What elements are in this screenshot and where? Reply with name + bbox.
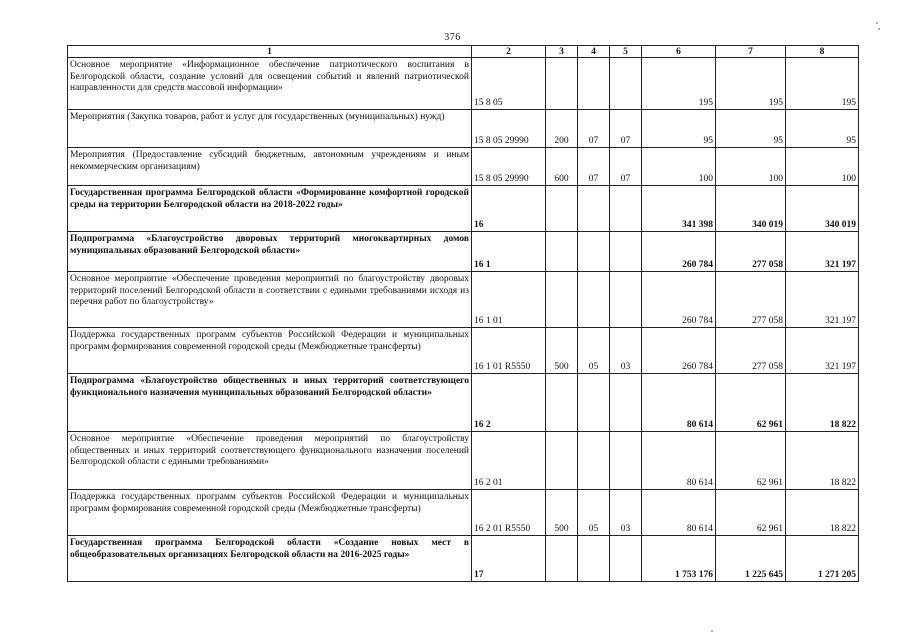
row-value-2018-cell: 195: [642, 58, 716, 110]
header-cell: 2: [472, 46, 546, 58]
row-value-2018-cell: 260 784: [642, 232, 716, 272]
row-col5-cell: 07: [610, 148, 642, 186]
scan-speck: [876, 22, 878, 24]
row-value-2018-cell: 80 614: [642, 374, 716, 432]
header-row: [68, 46, 859, 58]
header-cell: 8: [786, 46, 859, 58]
row-name-cell: Основное мероприятие «Информационное обеспечение патриотического воспитания в Белгородской области, создание условий для освещения событий и явлений патриотической направленности для средств массовой информации»: [68, 58, 472, 110]
row-code-cell: 16 2: [472, 374, 546, 432]
row-code-cell: 16 2 01: [472, 432, 546, 490]
table-row: [68, 490, 859, 536]
row-value-2019-cell: 195: [716, 58, 786, 110]
row-col3-cell: [546, 232, 578, 272]
row-col3-cell: 500: [546, 490, 578, 536]
row-value-2020-cell: 18 822: [786, 432, 859, 490]
row-value-2018-cell: 260 784: [642, 328, 716, 374]
row-name-cell: Основное мероприятие «Обеспечение проведения мероприятий по благоустройству дворовых территорий поселений Белгородской области в соответствии с едиными требованиями исходя из перечня работ по благоустройству»: [68, 272, 472, 328]
row-col4-cell: [578, 374, 610, 432]
row-col5-cell: 07: [610, 110, 642, 148]
scan-speck: [878, 28, 880, 30]
row-col4-cell: 05: [578, 328, 610, 374]
row-code-cell: 16 2 01 R5550: [472, 490, 546, 536]
table-row: [68, 110, 859, 148]
page-number: 376: [444, 32, 461, 43]
row-code-cell: 16 1 01 R5550: [472, 328, 546, 374]
row-value-2020-cell: 195: [786, 58, 859, 110]
table-row: [68, 186, 859, 232]
row-value-2018-cell: 95: [642, 110, 716, 148]
table-row: [68, 536, 859, 582]
row-code-cell: 16 1 01: [472, 272, 546, 328]
row-value-2019-cell: 277 058: [716, 328, 786, 374]
table-row: [68, 328, 859, 374]
header-cell: 3: [546, 46, 578, 58]
row-col3-cell: 200: [546, 110, 578, 148]
row-name-cell: Поддержка государственных программ субъектов Российской Федерации и муниципальных программ формирования современной городской среды (Межбюджетные трансферты): [68, 328, 472, 374]
row-code-cell: 16 1: [472, 232, 546, 272]
row-col4-cell: 07: [578, 148, 610, 186]
table-row: [68, 272, 859, 328]
row-code-cell: 16: [472, 186, 546, 232]
row-col4-cell: [578, 58, 610, 110]
table-body: [68, 46, 859, 582]
header-cell: 6: [642, 46, 716, 58]
row-col5-cell: [610, 58, 642, 110]
row-value-2020-cell: 321 197: [786, 328, 859, 374]
row-col4-cell: [578, 432, 610, 490]
row-name-cell: Подпрограмма «Благоустройство общественных и иных территорий соответствующего функционального назначения муниципальных образований Белгородской области»: [68, 374, 472, 432]
row-value-2020-cell: 95: [786, 110, 859, 148]
table-row: [68, 148, 859, 186]
row-col5-cell: 03: [610, 328, 642, 374]
budget-table: [67, 45, 859, 582]
row-value-2018-cell: 341 398: [642, 186, 716, 232]
header-cell: 5: [610, 46, 642, 58]
row-value-2019-cell: 62 961: [716, 490, 786, 536]
row-col5-cell: 03: [610, 490, 642, 536]
header-cell: 4: [578, 46, 610, 58]
row-name-cell: Подпрограмма «Благоустройство дворовых территорий многоквартирных домов муниципальных образований Белгородской области»: [68, 232, 472, 272]
row-col3-cell: 500: [546, 328, 578, 374]
row-col5-cell: [610, 374, 642, 432]
row-col5-cell: [610, 536, 642, 582]
row-code-cell: 17: [472, 536, 546, 582]
table-row: [68, 374, 859, 432]
row-name-cell: Мероприятия (Закупка товаров, работ и услуг для государственных (муниципальных) нужд): [68, 110, 472, 148]
row-col3-cell: 600: [546, 148, 578, 186]
row-code-cell: 15 8 05 29990: [472, 148, 546, 186]
row-value-2019-cell: 62 961: [716, 432, 786, 490]
row-col3-cell: [546, 374, 578, 432]
row-col5-cell: [610, 432, 642, 490]
row-col4-cell: [578, 272, 610, 328]
row-value-2020-cell: 1 271 205: [786, 536, 859, 582]
table-row: [68, 58, 859, 110]
row-col3-cell: [546, 186, 578, 232]
row-value-2020-cell: 321 197: [786, 232, 859, 272]
row-col5-cell: [610, 232, 642, 272]
row-value-2018-cell: 80 614: [642, 490, 716, 536]
header-cell: 7: [716, 46, 786, 58]
row-code-cell: 15 8 05: [472, 58, 546, 110]
table-row: [68, 232, 859, 272]
row-col4-cell: [578, 186, 610, 232]
row-value-2018-cell: 260 784: [642, 272, 716, 328]
row-value-2020-cell: 340 019: [786, 186, 859, 232]
table-row: [68, 432, 859, 490]
row-value-2019-cell: 62 961: [716, 374, 786, 432]
row-value-2018-cell: 80 614: [642, 432, 716, 490]
row-name-cell: Основное мероприятие «Обеспечение проведения мероприятий по благоустройству общественных и иных территорий соответствующего функционального назначения поселений Белгородской области с едиными требованиями»: [68, 432, 472, 490]
row-value-2018-cell: 100: [642, 148, 716, 186]
row-col3-cell: [546, 272, 578, 328]
row-col4-cell: [578, 232, 610, 272]
row-value-2020-cell: 18 822: [786, 374, 859, 432]
row-value-2020-cell: 18 822: [786, 490, 859, 536]
row-col3-cell: [546, 58, 578, 110]
row-col4-cell: 05: [578, 490, 610, 536]
row-col5-cell: [610, 186, 642, 232]
row-value-2019-cell: 340 019: [716, 186, 786, 232]
row-col4-cell: [578, 536, 610, 582]
row-col3-cell: [546, 536, 578, 582]
row-col3-cell: [546, 432, 578, 490]
row-value-2020-cell: 100: [786, 148, 859, 186]
row-name-cell: Поддержка государственных программ субъектов Российской Федерации и муниципальных программ формирования современной городской среды (Межбюджетные трансферты): [68, 490, 472, 536]
row-name-cell: Мероприятия (Предоставление субсидий бюджетным, автономным учреждениям и иным некоммерческим организациям): [68, 148, 472, 186]
row-col4-cell: 07: [578, 110, 610, 148]
row-value-2019-cell: 100: [716, 148, 786, 186]
row-name-cell: Государственная программа Белгородской области «Формирование комфортной городской среды на территории Белгородской области на 2018-2022 годы»: [68, 186, 472, 232]
row-value-2019-cell: 277 058: [716, 272, 786, 328]
row-col5-cell: [610, 272, 642, 328]
row-value-2020-cell: 321 197: [786, 272, 859, 328]
row-value-2019-cell: 1 225 645: [716, 536, 786, 582]
header-cell: 1: [68, 46, 472, 58]
row-code-cell: 15 8 05 29990: [472, 110, 546, 148]
row-value-2018-cell: 1 753 176: [642, 536, 716, 582]
row-value-2019-cell: 277 058: [716, 232, 786, 272]
row-name-cell: Государственная программа Белгородской области «Создание новых мест в общеобразовательных организациях Белгородской области на 2016-2025 годы»: [68, 536, 472, 582]
row-value-2019-cell: 95: [716, 110, 786, 148]
scan-speck: [711, 630, 713, 632]
